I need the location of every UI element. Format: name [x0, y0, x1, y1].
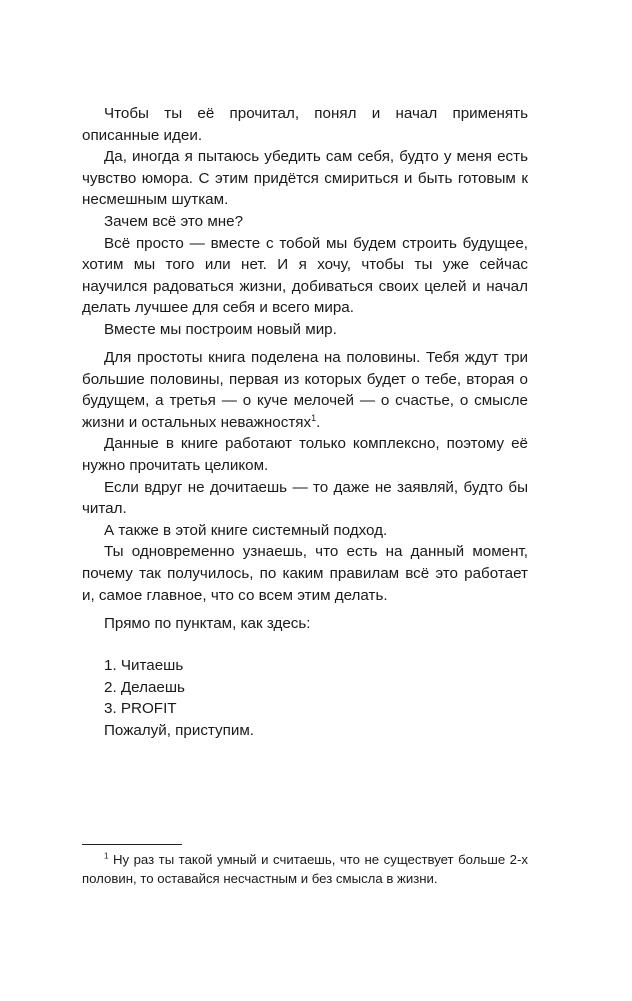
footnote-marker: 1	[104, 851, 109, 861]
paragraph: Данные в книге работают только комплексно, поэтому её нужно прочитать целиком.	[82, 435, 528, 474]
numbered-list	[82, 655, 528, 741]
footnote	[82, 850, 528, 888]
footnote-paragraph	[82, 850, 528, 888]
paragraph: Да, иногда я пытаюсь убедить сам себя, будто у меня есть чувство юмора. С этим придётся смириться и быть готовым к несмешным шуткам.	[82, 148, 528, 209]
paragraph: Если вдруг не дочитаешь — то даже не заявляй, будто бы читал.	[82, 478, 528, 518]
paragraph: Всё просто — вместе с тобой мы будем строить будущее, хотим мы того или нет. И я хочу, чтобы ты уже сейчас научился радоваться жизни, добиваться своих целей и начал делать лучшее для себя и всего мира.	[82, 234, 528, 317]
paragraph: А также в этой книге системный подход.	[104, 521, 388, 539]
closing-line: Пожалуй, приступим.	[104, 721, 255, 739]
text-block-structure	[82, 347, 528, 606]
text-block-points-intro	[82, 613, 528, 635]
paragraph-end: .	[316, 413, 321, 431]
paragraph: Ты одновременно узнаешь, что есть на данный момент, почему так получилось, по каким правилам всё это работает и, самое главное, что со всем этим делать.	[82, 543, 528, 604]
paragraph-text: Для простоты книга поделена на половины. Тебя ждут три большие половины, первая из которых будет о тебе, вторая о будущем, а третья — о куче мелочей — о счастье, о смысле жизни и остальных неважностях	[82, 349, 528, 431]
list-item: 3. PROFIT	[104, 700, 177, 718]
list-item: 1. Читаешь	[104, 657, 184, 674]
paragraph: Зачем всё это мне?	[104, 212, 244, 230]
paragraph: Прямо по пунктам, как здесь:	[104, 615, 311, 632]
list-item: 2. Делаешь	[104, 678, 185, 696]
paragraph: Вместе мы построим новый мир.	[104, 320, 337, 338]
text-block-intro	[82, 103, 528, 341]
footnote-reference: 1	[311, 412, 317, 423]
paragraph: Чтобы ты её прочитал, понял и начал применять описанные идеи.	[82, 105, 528, 144]
footnote-text: Ну раз ты такой умный и считаешь, что не существует больше 2-х половин, то оставайся несчастным и без смысла в жизни.	[82, 852, 528, 886]
footnote-divider	[82, 844, 182, 845]
paragraph-with-footnote	[82, 347, 528, 433]
